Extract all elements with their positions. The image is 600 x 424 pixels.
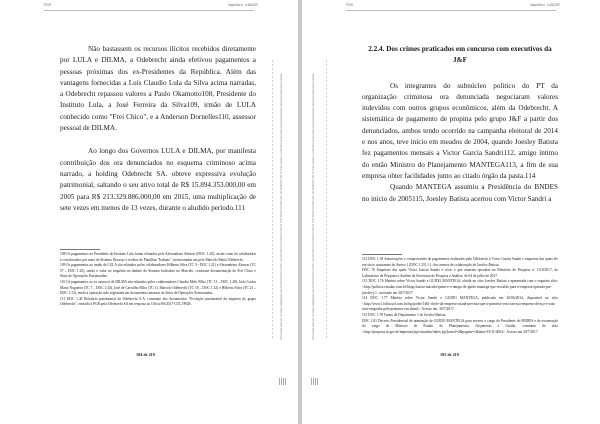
footnotes (362, 257, 558, 335)
page-header-org: PGR (346, 3, 353, 7)
body-paragraph: Quando MANTEGA assumiu a Presidência do BNDES no início de 2005115, Joesley Batista acertou com Victor Sandri a (362, 183, 558, 203)
page-number: 105 de 219 (440, 352, 459, 357)
signature-margin-note: Documento assinado via Token digitalmente por PROCURADOR-GERAL DA REPÚBLICA RODRIGO JANOT MONTEIRO DE BARROS, em 05/09/2017 09:13. Para verificar a assinatura acesse http://www.transparencia.mpf.mp.br/validacaodocumento. (280, 72, 283, 340)
section-heading-line: 2.2.4. Dos crimes praticados em concurso com executivos da (368, 45, 552, 53)
page-header-org: PGR (44, 3, 51, 7)
footnote: DOC 1.81 Decreto Presidencial de nomeação de GUIDO MANTEGA para exercer o cargo de Presidente do BNDES e de exoneração do cargo de Ministro de Estado do Planejamento, Orçamento e Gestão, constante do sítio <http://pesquisa.in.gov.br/imprensa/jsp/visualiza/index.jsp?jornal=2&pagina=1&data=19/11/2004>. Acesso em 30/7/2017. (362, 318, 558, 334)
qr-code-icon (279, 378, 286, 385)
margin-stripe (326, 60, 327, 340)
footnote-rule (362, 254, 402, 255)
section-heading (362, 44, 558, 67)
footnote: 111 DOC 1.40 Relatório patrimonial da Odebrecht S.A. constante dos documentos "Evolução patrimonial da empresa do grupo Odebrecht", enviado à PGR pela Odebrecht SA em resposta ao Ofício 80/2017-GTLJ/PGR. (60, 296, 256, 307)
page-header-case: Inquérito n. 4.483/DF (228, 3, 258, 7)
footnote: 114 DOC 1.77 Matéria sobre Victor Sandri e GUIDO MANTEGA, publicada em 20/06/2014, disponível no sítio <http://www1.folha.uol.com.br/fsp/poder/1461-chefe-da-empresa-citada-prevista-que-a-primeira-vez/com-sua-empresa-de-aço-e-saiu-sem-vergonha-pela-primeira-vez.shtml>. Acesso em: 30/7/2017. (362, 296, 558, 312)
footnote: DOC 76 Empresas das quais Victor Garcia Sandri é sócio e que atuaram operadas no Relatório de Pesquisa nº 1110/2017, do Laboratório de Pesquisa e Análise da Secretaria de Pesquisa e Análise, de 04 de julho de 2017. (362, 268, 558, 278)
body-paragraph: Os integrantes do subnúcleo político do PT da organização criminosa ora denunciada negociaram valores indevidos com outros grupos econômicos, além da Odebrecht. A sistemática de pagamento de propina pelo grupo J&F a partir dos denunciados, ambos tendo ocorrido na campanha eleitoral de 2014 e nos anos, teve início em meados de 2004, quando Joesley Batista fez pagamentos mensais a Victor Garcia Sandri112, amigo íntimo do então Ministro do Planejamento MANTEGA113, a fim de sua empresa obter facilidades junto ao citado órgão da pasta.114 (362, 81, 558, 180)
page-body-text (362, 44, 558, 205)
footnote: 112 DOC 1.39 Autorizações e comprovantes de pagamentos realizados pela Odebrecht a Victor Garcia Sandri e empresas das quais ele era sócio constantes do Anexo 1 (DOC 1.35) 1.1; dos termos de colaboração de Joesley Batista. (362, 257, 558, 267)
section-heading-line: J&F (453, 56, 467, 65)
signature-margin-note: Documento assinado via Token digitalmente por PROCURADOR-GERAL DA REPÚBLICA RODRIGO JANOT MONTEIRO DE BARROS, em 05/09/2017 09:13. Para verificar a assinatura acesse http://www.transparencia.mpf.mp.br/validacaodocumento. (312, 72, 315, 340)
footnotes (60, 252, 256, 308)
page-header-case: Inquérito n. 4.483/DF (530, 3, 560, 7)
header-rule (346, 10, 556, 11)
footnote: 113 DOC 1.76 Matéria sobre Victor Sandri e GUIDO MANTEGA, obtida no sítio Joesley Batista e aparentada com o seguinte sítio: <http://politica.estadao.com.br/blogs/fausto-macedo/quem-e-o-amigo-de-guido-mantega-que-rescaldo-para-a-empresa-operada-por-joesley-j/>, acessado em 30/7/2017. (362, 279, 558, 295)
page-body-text (60, 44, 256, 214)
qr-code-icon (311, 378, 318, 385)
footnote: 109 Os pagamentos ao irmão de LULA são relatados pelos colaboradores Hilberto Silva (TC 9 - DOC 1.21) e Alexandrino Alencar (TC 57 – DOC 1.25), sendo o valor no inquérito no âmbito do Sistema Judiciário no Marcelo, conforme documentação do Frei Chico e Setor de Operações Estruturadas. (60, 263, 256, 279)
footnote: 108 Os pagamentos ao Presidente do Instituto Lula foram relatados pelo Alexandrino Alencar (DOC. 1.20), assim como do colaborador e corroborados por meio de Sistema Drousys e recibos de Planilhas "Italiano", mencionadas em pelo Marcelo Bahia Odebrecht. (60, 252, 256, 262)
document-page-right (302, 0, 600, 424)
body-paragraph: Ao longo dos Governos LULA e DILMA, por manifesta contribuição dos ora denunciados no esquema criminoso acima narrado, a holding Odebrecht SA. obteve expressiva evolução patrimonial, saltando o seu ativo total de R$ 15.894.353.000,00 em 2005 para R$ 213.329.886.000,00 em 2015, uma multiplicação de sete vezes em menos de 13 vezes, durante o aludido período.111 (60, 147, 256, 212)
footnote-rule (60, 249, 100, 250)
footnote: 115 DOC 1.78 Termo de Depoimento 1 de Joesley Batista. (362, 312, 447, 317)
page-number: 104 de 219 (136, 352, 155, 357)
margin-stripe (272, 60, 273, 340)
header-rule (44, 10, 254, 11)
footnote: 110 Os pagamentos ao ex assessor de DILMA são relatados pelos colaboradores Claudio Melo Filho (TC 13 – DOC 1.28), João Carlos Mariz Nogueira (TC 7 – DOC 1.44), José de Carvalho Filho (TC 1), Marcelo Odebrecht (TC 18 – DOC 1.32) e Hilberto Silva (TC 21 – DOC 1.33), tendo a operação sido registrada em documentos internos do Setor de Operações Estruturadas. (60, 279, 256, 296)
body-paragraph: Não bastassem os recursos ilícitos recebidos diretamente por LULA e DILMA, a Odebrecht ainda efetivou pagamentos a pessoas próximas dos ex-Presidentes da República. Além das vantagens fornecidas a Luís Claudio Lula da Silva acima narradas, a Odebrecht repassou valores a Paulo Okamotto108, Presidente do Instituto Lula, a José Ferreira da Silva109, irmão de LULA conhecido como "Frei Chico", e a Anderson Dornelles110, assessor pessoal de DILMA. (60, 45, 256, 133)
document-page-left (0, 0, 298, 424)
